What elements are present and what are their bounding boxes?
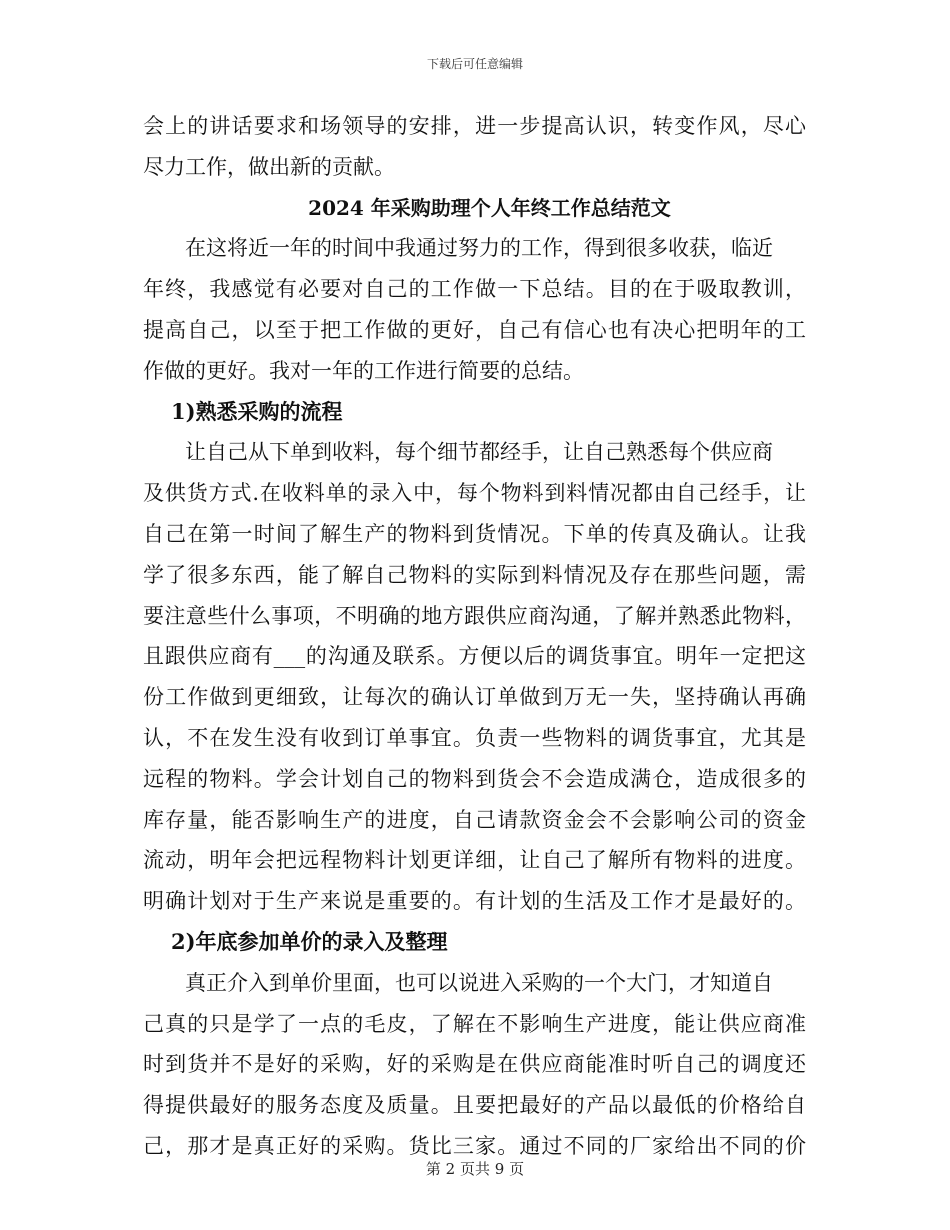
text-line: 明确计划对于生产来说是重要的。有计划的生活及工作才是最好的。 [143,889,806,914]
text-line: 得提供最好的服务态度及质量。且要把最好的产品以最低的价格给自 [143,1093,806,1118]
text-line: 作做的更好。我对一年的工作进行简要的总结。 [143,358,584,383]
text-line: 且跟供应商有___的沟通及联系。方便以后的调货事宜。明年一定把这 [143,644,806,669]
section-title: 2024 年采购助理个人年终工作总结范文 [308,195,671,220]
page-footer: 第 2 页共 9 页 [425,1160,525,1178]
text-line: 库存量，能否影响生产的进度，自己请款资金会不会影响公司的资金 [143,807,806,832]
subheading: 2)年底参加单价的录入及整理 [171,928,448,954]
page-header: 下载后可任意编辑 [426,57,523,71]
text-line: 会上的讲话要求和场领导的安排，进一步提高认识，转变作风，尽心 [143,114,806,138]
text-line: 真正介入到单价里面，也可以说进入采购的一个大门，才知道自 [185,970,773,995]
document-body [143,106,806,1167]
text-line: 让自己从下单到收料，每个细节都经手，让自己熟悉每个供应商 [185,440,773,465]
subheading: 1)熟悉采购的流程 [171,398,343,424]
text-line: 流动，明年会把远程物料计划更详细，让自己了解所有物料的进度。 [143,848,806,873]
text-line: 及供货方式.在收料单的录入中，每个物料到料情况都由自己经手，让 [143,481,806,506]
text-line: 时到货并不是好的采购，好的采购是在供应商能准时听自己的调度还 [143,1052,806,1077]
text-line: 己，那才是真正好的采购。货比三家。通过不同的厂家给出不同的价 [143,1133,806,1158]
text-line: 年终，我感觉有必要对自己的工作做一下总结。目的在于吸取教训， [143,277,806,302]
text-line: 己真的只是学了一点的毛皮，了解在不影响生产进度，能让供应商准 [143,1011,806,1036]
text-line: 认，不在发生没有收到订单事宜。负责一些物料的调货事宜，尤其是 [143,725,806,750]
text-line: 自己在第一时间了解生产的物料到货情况。下单的传真及确认。让我 [143,521,806,546]
text-line: 在这将近一年的时间中我通过努力的工作，得到很多收获，临近 [185,236,773,261]
text-line: 提高自己，以至于把工作做的更好，自己有信心也有决心把明年的工 [143,317,806,342]
text-line: 尽力工作，做出新的贡献。 [143,154,395,179]
text-line: 份工作做到更细致，让每次的确认订单做到万无一失，坚持确认再确 [143,685,806,710]
text-line: 要注意些什么事项，不明确的地方跟供应商沟通，了解并熟悉此物料， [143,603,806,628]
text-line: 远程的物料。学会计划自己的物料到货会不会造成满仓，造成很多的 [143,766,806,791]
text-line: 学了很多东西，能了解自己物料的实际到料情况及存在那些问题，需 [143,562,806,587]
